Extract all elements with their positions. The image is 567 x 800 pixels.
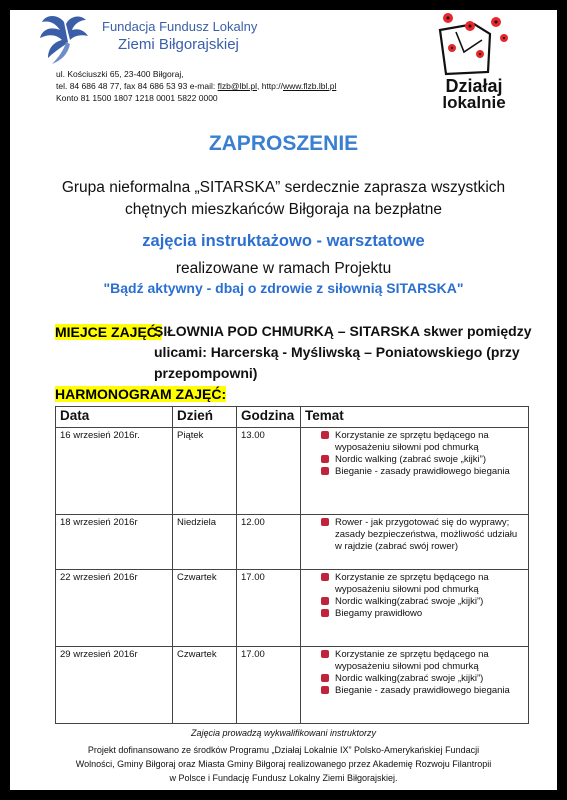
invite-title: ZAPROSZENIE: [208, 132, 359, 155]
row-hour: 13.00: [237, 428, 301, 515]
place-text: SIŁOWNIA POD CHMURKĄ – SITARSKA skwer pomiędzy ulicami: Harcerską - Myśliwską – Poniatowskiego (przy przepompowni): [154, 323, 532, 381]
website-link[interactable]: www.flzb.lbl.pl: [282, 81, 337, 91]
row-day: Niedziela: [173, 515, 237, 570]
invite-intro: [10, 177, 557, 221]
email-link[interactable]: flzb@lbl.pl: [217, 81, 257, 91]
topic-item-text: Nordic walking(zabrać swoje „kijki”): [335, 673, 484, 684]
schedule-table: [55, 406, 529, 724]
topic-item: [321, 466, 524, 478]
header-topic: Temat: [301, 407, 529, 428]
http-text: , http://: [256, 81, 283, 91]
contact-block: [56, 68, 336, 104]
schedule-label: HARMONOGRAM ZAJĘĆ:: [55, 386, 227, 402]
topic-item: [321, 685, 524, 697]
footer-line2: Wolności, Gminy Biłgoraj oraz Miasta Gminy Biłgoraj realizowanego przez Akademię Rozwoju Filantropii: [75, 759, 492, 769]
footer-line1: Projekt dofinansowano ze środków Programu „Działaj Lokalnie IX” Polsko-Amerykańskiej Fundacji: [87, 745, 480, 755]
bullet-icon: [321, 650, 329, 658]
header-date: Data: [56, 407, 173, 428]
topic-item: [321, 572, 524, 596]
account-line: Konto 81 1500 1807 1218 0001 5822 0000: [56, 93, 218, 103]
intro-line1: Grupa nieformalna „SITARSKA” serdecznie zaprasza wszystkich: [61, 179, 506, 196]
bullet-icon: [321, 609, 329, 617]
topic-item-text: Nordic walking(zabrać swoje „kijki”): [335, 596, 484, 607]
table-row: [56, 570, 529, 647]
row-date: 18 wrzesień 2016r: [56, 515, 173, 570]
header-day: Dzień: [173, 407, 237, 428]
bullet-icon: [321, 597, 329, 605]
topic-item-text: Bieganie - zasady prawidłowego biegania: [335, 466, 510, 477]
topic-item-text: Bieganie - zasady prawidłowego biegania: [335, 685, 510, 696]
framework-text: realizowane w ramach Projektu: [175, 260, 392, 277]
campaign-logo-text-1: Działaj: [445, 76, 503, 96]
invitation-page: [10, 10, 557, 790]
project-name: "Bądź aktywny - dbaj o zdrowie z siłownią SITARSKA": [103, 280, 464, 296]
place-label: MIEJCE ZAJĘĆ:: [55, 324, 162, 340]
topic-item-text: Biegamy prawidłowo: [335, 608, 423, 619]
topic-item: [321, 673, 524, 685]
bullet-icon: [321, 686, 329, 694]
bullet-icon: [321, 467, 329, 475]
row-date: 29 wrzesień 2016r: [56, 647, 173, 724]
row-date: 16 wrzesień 2016r.: [56, 428, 173, 515]
footer-line3: w Polsce i Fundację Fundusz Lokalny Ziemi Biłgorajskiej.: [169, 773, 398, 783]
foundation-name: [102, 18, 257, 54]
workshop-heading: zajęcia instruktażowo - warsztatowe: [142, 232, 425, 250]
topic-item: [321, 517, 524, 553]
address-line: ul. Kościuszki 65, 23-400 Biłgoraj,: [56, 69, 184, 79]
foundation-logo-icon: [36, 12, 92, 68]
topic-item-text: Korzystanie ze sprzętu będącego na wyposażeniu siłowni pod chmurką: [335, 430, 489, 453]
intro-line2: chętnych mieszkańców Biłgoraja na bezpłatne: [124, 201, 443, 218]
topic-item-text: Korzystanie ze sprzętu będącego na wyposażeniu siłowni pod chmurką: [335, 572, 489, 595]
table-row: [56, 428, 529, 515]
campaign-logo-text-2: lokalnie: [442, 93, 506, 112]
topic-item: [321, 649, 524, 673]
row-topic: [301, 515, 529, 570]
dzialaj-lokalnie-logo: [430, 12, 520, 112]
row-topic: [301, 647, 529, 724]
topic-item: [321, 454, 524, 466]
row-day: Czwartek: [173, 570, 237, 647]
foundation-name-line1: Fundacja Fundusz Lokalny: [102, 19, 258, 34]
table-row: [56, 647, 529, 724]
phone-fax-text: tel. 84 686 48 77, fax 84 686 53 93 e-mail:: [56, 81, 218, 91]
row-day: Piątek: [173, 428, 237, 515]
row-hour: 12.00: [237, 515, 301, 570]
instructors-note: Zajęcia prowadzą wykwalifikowani instruktorzy: [190, 728, 377, 738]
topic-item-text: Korzystanie ze sprzętu będącego na wyposażeniu siłowni pod chmurką: [335, 649, 489, 672]
header-hour: Godzina: [237, 407, 301, 428]
topic-item: [321, 596, 524, 608]
table-row: [56, 515, 529, 570]
bullet-icon: [321, 455, 329, 463]
topic-item: [321, 430, 524, 454]
row-topic: [301, 428, 529, 515]
topic-item-text: Rower - jak przygotować się do wyprawy; zasady bezpieczeństwa, możliwość udziału w rajdzie (zabrać swój rower): [335, 517, 518, 552]
phone-line: [56, 80, 336, 92]
foundation-name-line2: Ziemi Biłgorajskiej: [118, 36, 239, 53]
row-hour: 17.00: [237, 647, 301, 724]
schedule-header-row: [56, 407, 529, 428]
topic-item: [321, 608, 524, 620]
row-hour: 17.00: [237, 570, 301, 647]
row-topic: [301, 570, 529, 647]
row-day: Czwartek: [173, 647, 237, 724]
topic-item-text: Nordic walking (zabrać swoje „kijki”): [335, 454, 486, 465]
bullet-icon: [321, 431, 329, 439]
footer-funding: [30, 743, 537, 785]
bullet-icon: [321, 674, 329, 682]
bullet-icon: [321, 573, 329, 581]
row-date: 22 wrzesień 2016r: [56, 570, 173, 647]
bullet-icon: [321, 518, 329, 526]
